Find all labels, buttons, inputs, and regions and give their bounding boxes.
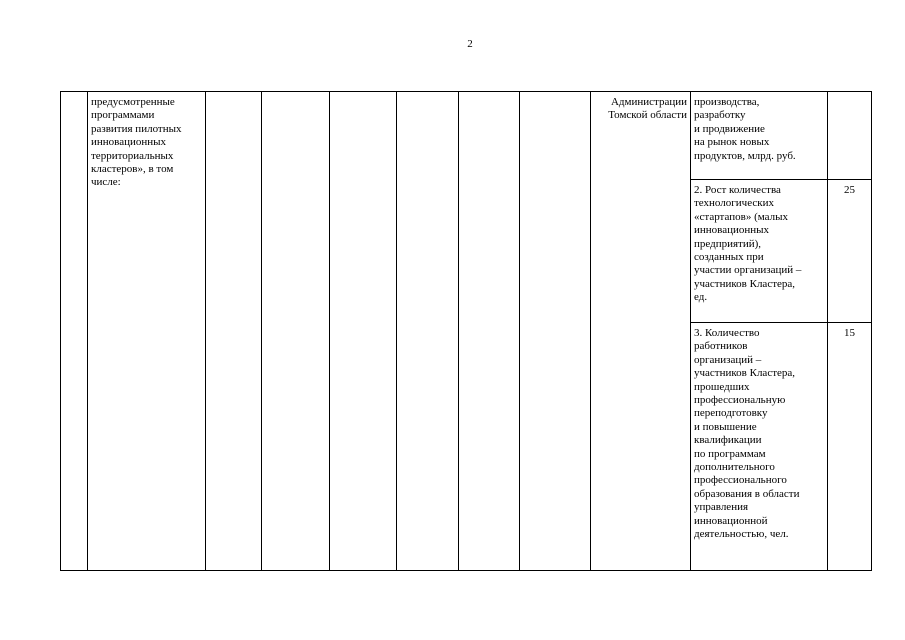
cell-description bbox=[88, 92, 206, 571]
cell-empty-5 bbox=[459, 92, 520, 571]
indicator-text: производства, разработку и продвижение на рынок новых продуктов, млрд. руб. bbox=[694, 96, 796, 162]
cell-empty-2 bbox=[262, 92, 330, 571]
cell-number bbox=[61, 92, 88, 571]
cell-indicator-1 bbox=[691, 92, 828, 180]
responsible-text: Администрации Томской области bbox=[608, 96, 687, 122]
cell-value-3 bbox=[828, 323, 872, 571]
indicator-text: 3. Количество работников организаций – участников Кластера, прошедших профессиональную переподготовку и повышение квалификации по программам дополнительного профессионального образования в области управления инновационной деятельностью, чел. bbox=[694, 327, 800, 541]
indicator-value: 15 bbox=[844, 327, 855, 339]
cell-empty-6 bbox=[520, 92, 591, 571]
description-text: предусмотренные программами развития пилотных инновационных территориальных кластеров», в том числе: bbox=[91, 96, 182, 189]
cell-indicator-2 bbox=[691, 180, 828, 323]
indicator-text: 2. Рост количества технологических «стартапов» (малых инновационных предприятий), созданных при участии организаций – участников Кластера, ед. bbox=[694, 184, 802, 304]
program-table bbox=[60, 91, 872, 571]
cell-value-2 bbox=[828, 180, 872, 323]
page-number: 2 bbox=[467, 38, 473, 50]
table-row bbox=[61, 92, 872, 180]
cell-value-1 bbox=[828, 92, 872, 180]
cell-empty-1 bbox=[206, 92, 262, 571]
cell-responsible bbox=[591, 92, 691, 571]
cell-empty-4 bbox=[397, 92, 459, 571]
cell-indicator-3 bbox=[691, 323, 828, 571]
cell-empty-3 bbox=[330, 92, 397, 571]
indicator-value: 25 bbox=[844, 184, 855, 196]
